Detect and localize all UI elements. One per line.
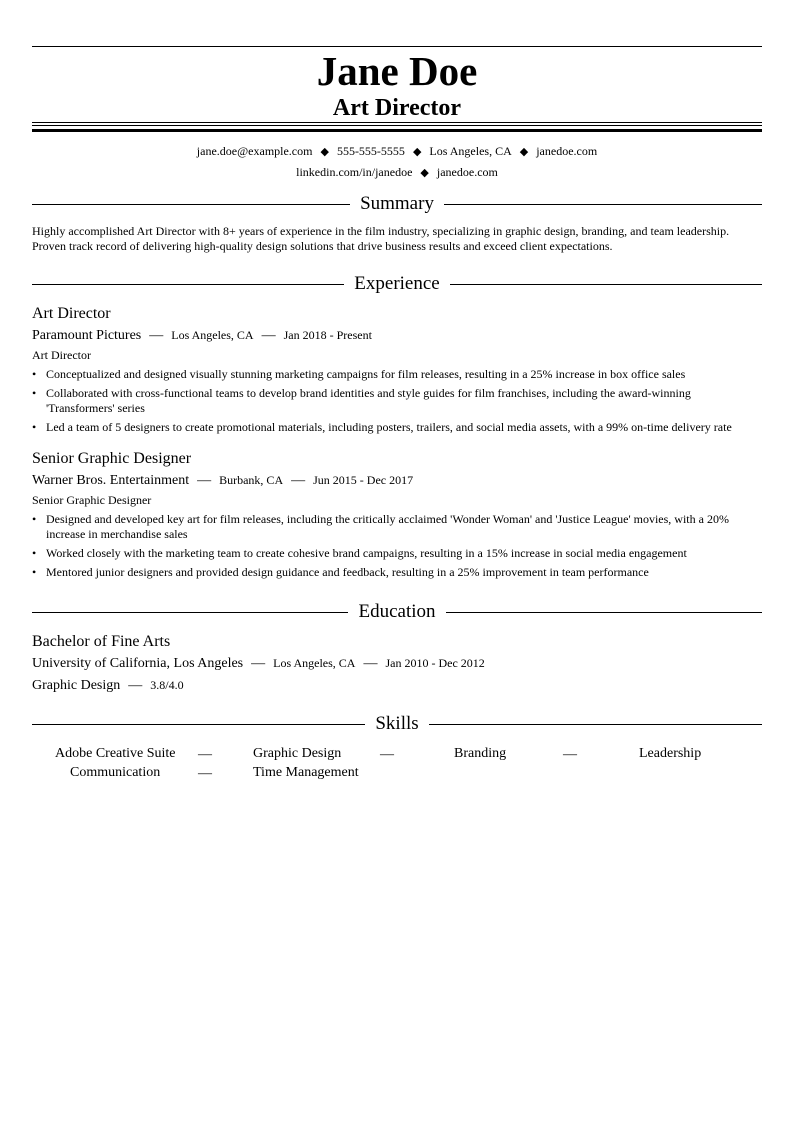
- contact-website-2[interactable]: janedoe.com: [436, 165, 498, 179]
- dash-separator: —: [261, 328, 276, 343]
- education-major-line: [32, 676, 762, 695]
- skill-item: Adobe Creative Suite: [55, 746, 176, 761]
- skill-item: Time Management: [253, 765, 359, 780]
- experience-entry: [32, 304, 762, 439]
- major: Graphic Design: [32, 678, 121, 693]
- bullet-icon: •: [32, 367, 37, 381]
- dash-separator: —: [149, 328, 164, 343]
- diamond-separator-icon: ◆: [420, 167, 429, 179]
- bullet-text: Designed and developed key art for film releases, including the critically acclaimed 'Wonder Woman' and 'Justice League' movies, with a 20% increase in merchandise sales: [46, 512, 729, 541]
- skill-item: Graphic Design: [253, 746, 342, 761]
- dash-separator: —: [198, 747, 212, 762]
- contact-line-1: [32, 143, 762, 160]
- section-title-experience: Experience: [354, 273, 440, 294]
- section-title-summary: Summary: [360, 193, 434, 214]
- skill-item: Branding: [454, 746, 507, 761]
- dash-separator: —: [363, 656, 378, 671]
- contact-line-2: [32, 164, 762, 181]
- education-entry: [32, 632, 762, 695]
- list-item: [32, 420, 762, 435]
- job-company: Paramount Pictures: [32, 328, 142, 343]
- school-location: Los Angeles, CA: [273, 656, 356, 670]
- diamond-separator-icon: ◆: [412, 146, 422, 158]
- header-rule-thick: [32, 129, 762, 132]
- bullet-icon: •: [32, 420, 37, 434]
- job-location: Los Angeles, CA: [171, 328, 254, 342]
- job-role: Art Director: [32, 348, 91, 362]
- dash-separator: —: [291, 473, 306, 488]
- diamond-separator-icon: ◆: [519, 146, 529, 158]
- section-rule: [32, 724, 365, 725]
- bullet-text: Collaborated with cross-functional teams to develop brand identities and style guides for film franchises, including the award-winning 'Transformers' series: [46, 386, 691, 415]
- bullet-icon: •: [32, 512, 37, 526]
- list-item: [32, 386, 762, 416]
- dash-separator: —: [128, 678, 143, 693]
- section-title-education: Education: [358, 601, 436, 622]
- job-bullets: [32, 512, 762, 580]
- job-meta: [32, 326, 762, 345]
- contact-phone[interactable]: 555-555-5555: [336, 144, 405, 158]
- bullet-text: Conceptualized and designed visually stunning marketing campaigns for film releases, resulting in a 25% increase in box office sales: [46, 367, 686, 381]
- list-item: [32, 546, 762, 561]
- section-header-education: [32, 601, 762, 623]
- dash-separator: —: [380, 747, 394, 762]
- bullet-text: Mentored junior designers and provided design guidance and feedback, resulting in a 25% improvement in team performance: [46, 565, 649, 579]
- job-company: Warner Bros. Entertainment: [32, 473, 190, 488]
- candidate-title: Art Director: [332, 95, 462, 121]
- section-rule: [446, 612, 762, 613]
- experience-entry: [32, 449, 762, 584]
- bullet-text: Worked closely with the marketing team to create cohesive brand campaigns, resulting in a 15% increase in social media engagement: [46, 546, 687, 560]
- section-rule: [32, 612, 348, 613]
- job-meta: [32, 471, 762, 490]
- candidate-name: Jane Doe: [316, 48, 478, 94]
- skill-item: Communication: [70, 765, 161, 780]
- header-rule-thin: [32, 122, 762, 123]
- education-meta: [32, 654, 762, 673]
- skill-item: Leadership: [639, 746, 702, 761]
- contact-website[interactable]: janedoe.com: [536, 144, 598, 158]
- contact-location: Los Angeles, CA: [429, 144, 512, 158]
- job-bullets: [32, 367, 762, 435]
- header-rule-thin-2: [32, 125, 762, 126]
- section-header-summary: [32, 193, 762, 215]
- summary-text: Highly accomplished Art Director with 8+ years of experience in the film industry, specializing in graphic design, branding, and team leadership. Proven track record of delivering high-quality design solutions that drive business results and exceed client expectations.: [32, 224, 730, 253]
- dash-separator: —: [197, 473, 212, 488]
- job-location: Burbank, CA: [219, 473, 284, 487]
- section-rule: [32, 204, 350, 205]
- dash-separator: —: [198, 766, 212, 781]
- bullet-icon: •: [32, 386, 37, 400]
- dash-separator: —: [563, 747, 577, 762]
- section-rule: [32, 284, 344, 285]
- bullet-icon: •: [32, 546, 37, 560]
- job-title: Senior Graphic Designer: [32, 450, 192, 467]
- bullet-text: Led a team of 5 designers to create promotional materials, including posters, trailers, and social media assets, with a 99% on-time delivery rate: [46, 420, 732, 434]
- list-item: [32, 367, 762, 382]
- diamond-separator-icon: ◆: [320, 146, 329, 158]
- section-rule: [444, 204, 762, 205]
- contact-linkedin[interactable]: linkedin.com/in/janedoe: [296, 165, 413, 179]
- job-dates: Jun 2015 - Dec 2017: [313, 473, 414, 487]
- bullet-icon: •: [32, 565, 37, 579]
- gpa: 3.8/4.0: [150, 678, 184, 692]
- section-title-skills: Skills: [375, 713, 419, 734]
- section-rule: [429, 724, 762, 725]
- school: University of California, Los Angeles: [32, 656, 244, 671]
- degree: Bachelor of Fine Arts: [32, 633, 171, 650]
- list-item: [32, 512, 762, 542]
- section-header-experience: [32, 273, 762, 295]
- list-item: [32, 565, 762, 580]
- education-dates: Jan 2010 - Dec 2012: [385, 656, 485, 670]
- section-header-skills: [32, 713, 762, 735]
- job-dates: Jan 2018 - Present: [283, 328, 372, 342]
- job-role: Senior Graphic Designer: [32, 493, 152, 507]
- contact-email[interactable]: jane.doe@example.com: [196, 144, 313, 158]
- dash-separator: —: [251, 656, 266, 671]
- job-title: Art Director: [32, 305, 111, 322]
- section-rule: [450, 284, 762, 285]
